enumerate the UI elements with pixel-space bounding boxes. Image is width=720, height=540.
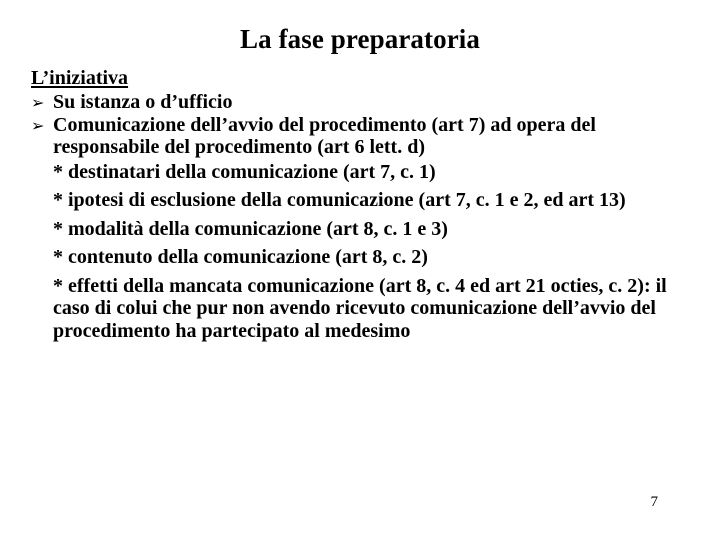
arrow-bullet-icon: ➢ (31, 93, 45, 112)
sub-item: * modalità della comunicazione (art 8, c. 1 e 3) (53, 217, 448, 240)
slide-title: La fase preparatoria (240, 24, 480, 54)
bullet-item (31, 114, 691, 159)
slide-body (31, 67, 691, 342)
sub-item: * destinatari della comunicazione (art 7, c. 1) (53, 160, 436, 183)
section-heading: L’iniziativa (31, 67, 129, 89)
arrow-bullet-icon: ➢ (31, 115, 45, 135)
sub-item: * contenuto della comunicazione (art 8, c. 2) (53, 246, 428, 268)
page-number: 7 (650, 494, 658, 510)
bullet-item (31, 91, 691, 114)
bullet-text: Su istanza o d’ufficio (53, 91, 233, 113)
sub-item: * ipotesi di esclusione della comunicazione (art 7, c. 1 e 2, ed art 13) (53, 189, 626, 211)
bullet-text: Comunicazione dell’avvio del procedimento (art 7) ad opera del responsabile del procedimento (art 6 lett. d) (53, 113, 596, 158)
sub-item: * effetti della mancata comunicazione (art 8, c. 4 ed art 21 octies, c. 2): il caso di colui che pur non avendo ricevuto comunicazione dell’avvio del procedimento ha partecipato al medesimo (53, 274, 667, 342)
